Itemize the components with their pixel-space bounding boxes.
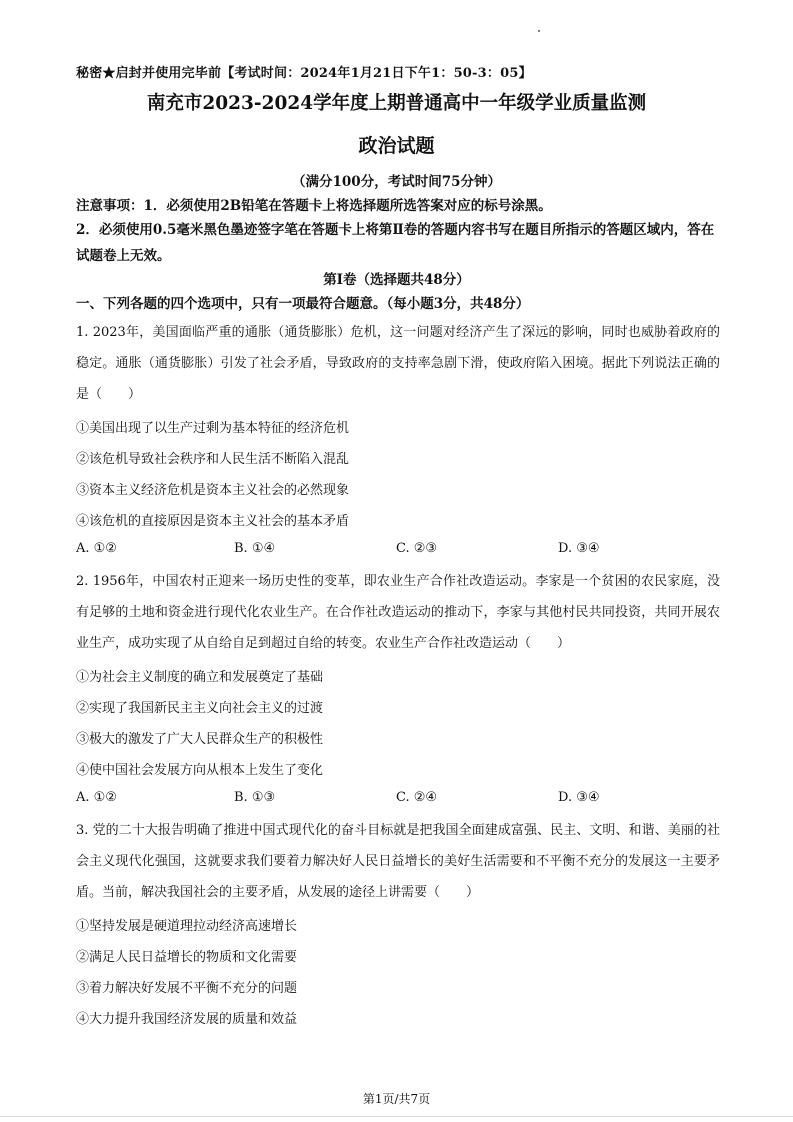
- question-3-statement-2: ②满足人民日益增长的物质和文化需要: [76, 950, 298, 965]
- question-2-option-c: C. ②④: [396, 790, 438, 805]
- question-2-option-a: A. ①②: [76, 790, 117, 805]
- question-1-statement-2: ②该危机导致社会秩序和人民生活不断陷入混乱: [76, 452, 350, 467]
- question-2-stem: 2. 1956年，中国农村正迎来一场历史性的变革，即农业生产合作社改造运动。李家是一个贫困的农民家庭，没有足够的土地和资金进行现代化农业生产。在合作社改造运动的推动下，李家与其他村民共同投资，共同开展农业生产，成功实现了从自给自足到超过自给的转变。农业生产合作社改造运动（ ）: [76, 574, 720, 651]
- question-1-option-c: C. ②③: [396, 541, 438, 556]
- question-1-stem: 1. 2023年，美国面临严重的通胀（通货膨胀）危机，这一问题对经济产生了深远的影响，同时也威胁着政府的稳定。通胀（通货膨胀）引发了社会矛盾，导致政府的支持率急剧下滑，使政府陷入困境。据此下列说法正确的是（ ）: [76, 325, 720, 402]
- question-3-statement-1: ①坚持发展是硬道理拉动经济高速增长: [76, 919, 298, 934]
- part-instructions: 一、下列各题的四个选项中，只有一项最符合题意。（每小题3分，共48分）: [76, 296, 530, 312]
- section-title: 第Ⅰ卷（选择题共48分）: [323, 272, 470, 288]
- confidential-notice: 秘密★启封并使用完毕前【考试时间：2024年1月21日下午1：50-3：05】: [76, 66, 532, 81]
- question-1-option-a: A. ①②: [76, 541, 117, 556]
- page-bottom-divider: [0, 1116, 793, 1117]
- exam-title: 南充市2023-2024学年度上期普通高中一年级学业质量监测: [146, 93, 647, 114]
- subject-title: 政治试题: [358, 135, 435, 157]
- question-1-option-b: B. ①④: [234, 541, 276, 556]
- question-2-statement-4: ④使中国社会发展方向从根本上发生了变化: [76, 763, 324, 778]
- notice-line-1: 注意事项：1．必须使用2B铅笔在答题卡上将选择题所选答案对应的标号涂黑。: [76, 198, 552, 214]
- question-3-statement-3: ③着力解决好发展不平衡不充分的问题: [76, 981, 298, 996]
- question-2-statement-1: ①为社会主义制度的确立和发展奠定了基础: [76, 670, 324, 685]
- question-1-statement-1: ①美国出现了以生产过剩为基本特征的经济危机: [76, 421, 350, 436]
- question-2-option-b: B. ①③: [234, 790, 276, 805]
- question-1-statement-4: ④该危机的直接原因是资本主义社会的基本矛盾: [76, 514, 350, 529]
- question-1-statement-3: ③资本主义经济危机是资本主义社会的必然现象: [76, 483, 350, 498]
- question-2-statement-2: ②实现了我国新民主主义向社会主义的过渡: [76, 701, 324, 716]
- score-time-info: （满分100分，考试时间75分钟）: [292, 174, 501, 190]
- question-3-stem: 3. 党的二十大报告明确了推进中国式现代化的奋斗目标就是把我国全面建成富强、民主、文明、和谐、美丽的社会主义现代化强国，这就要求我们要着力解决好人民日益增长的美好生活需要和不平衡不充分的发展这一主要矛盾。当前，解决我国社会的主要矛盾，从发展的途径上讲需要（ ）: [76, 823, 720, 900]
- question-1-option-d: D. ③④: [558, 541, 600, 556]
- page-number: 第1页/共7页: [362, 1092, 431, 1106]
- question-3-statement-4: ④大力提升我国经济发展的质量和效益: [76, 1012, 298, 1027]
- question-2-statement-3: ③极大的激发了广大人民群众生产的积极性: [76, 732, 324, 747]
- scan-speck: [538, 30, 540, 32]
- notice-line-2: 2．必须使用0.5毫米黑色墨迹签字笔在答题卡上将第Ⅱ卷的答题内容书写在题目所指示的答题区域内，答在试题卷上无效。: [76, 222, 715, 264]
- question-2-option-d: D. ③④: [558, 790, 600, 805]
